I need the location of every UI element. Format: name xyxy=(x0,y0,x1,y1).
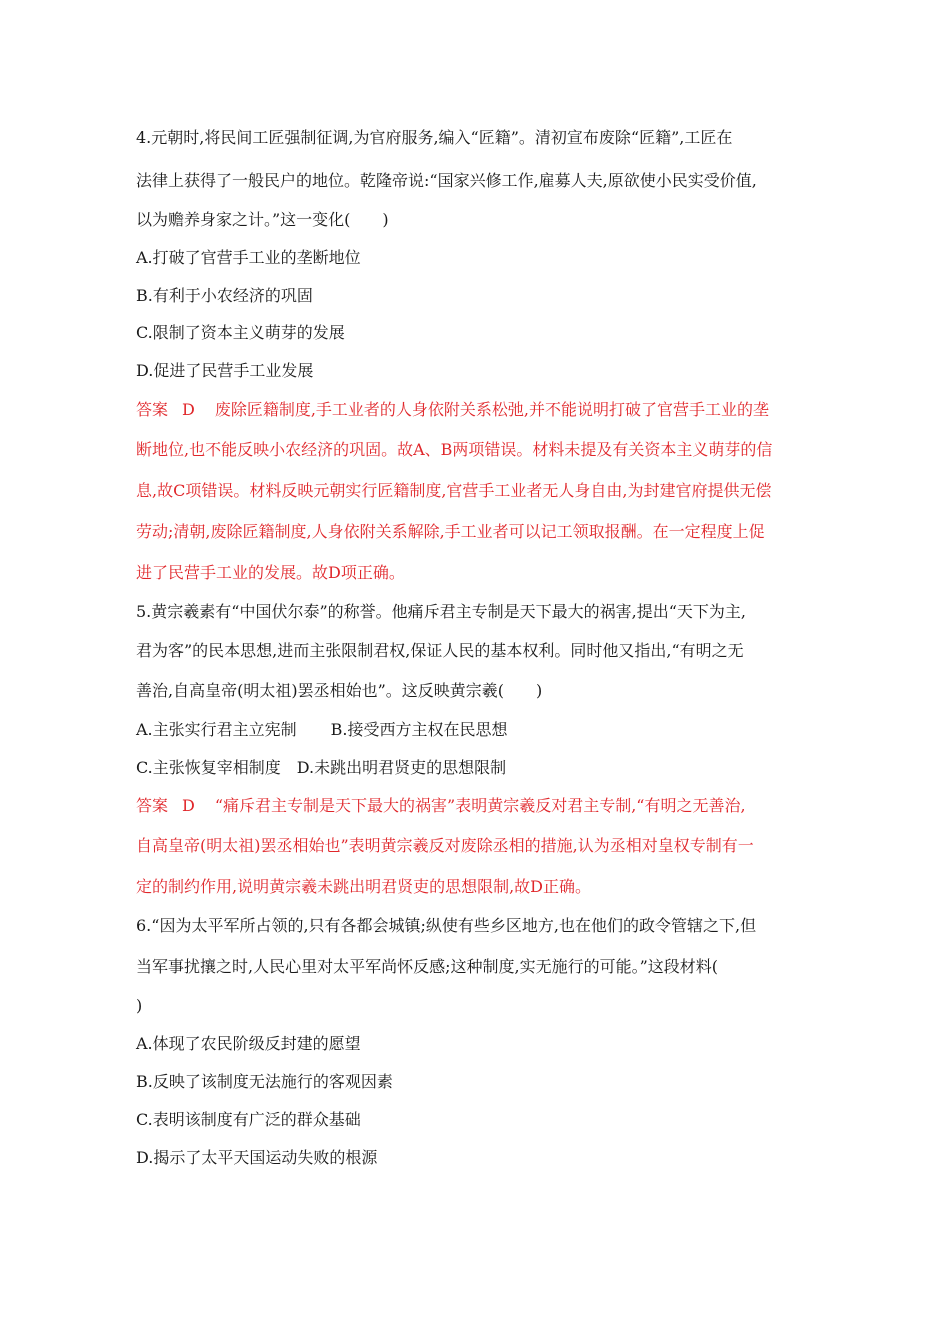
answer-label: 答案 xyxy=(136,400,169,419)
question-4-stem-line-1: 4.元朝时,将民间工匠强制征调,为官府服务,编入“匠籍”。清初宣布废除“匠籍”,工匠在 xyxy=(136,128,733,147)
question-4-answer-line-5: 进了民营手工业的发展。故D项正确。 xyxy=(136,563,405,582)
question-4-option-b: B.有利于小农经济的巩固 xyxy=(136,286,313,305)
answer-key: D xyxy=(182,796,195,815)
question-4-option-c: C.限制了资本主义萌芽的发展 xyxy=(136,323,345,342)
question-6-stem-line-2: 当军事扰攘之时,人民心里对太平军尚怀反感;这种制度,实无施行的可能。”这段材料( xyxy=(136,957,718,976)
answer-key: D xyxy=(182,400,195,419)
question-5-stem-line-3: 善治,自高皇帝(明太祖)罢丞相始也”。这反映黄宗羲( ) xyxy=(136,681,543,700)
question-4-stem-line-2: 法律上获得了一般民户的地位。乾隆帝说:“国家兴修工作,雇募人夫,原欲使小民实受价值, xyxy=(136,171,757,190)
question-4-answer-line-4: 劳动;清朝,废除匠籍制度,人身依附关系解除,手工业者可以记工领取报酬。在一定程度上促 xyxy=(136,522,765,541)
question-6-option-c: C.表明该制度有广泛的群众基础 xyxy=(136,1110,361,1129)
question-5-options-row-2 xyxy=(136,758,506,778)
question-5-option-a: A.主张实行君主立宪制 xyxy=(136,720,297,739)
question-6-option-d: D.揭示了太平天国运动失败的根源 xyxy=(136,1148,378,1167)
answer-explanation-line-1: 废除匠籍制度,手工业者的人身依附关系松弛,并不能说明打破了官营手工业的垄 xyxy=(214,400,770,419)
question-5-options-row-1 xyxy=(136,720,508,740)
answer-explanation-line-1: “痛斥君主专制是天下最大的祸害”表明黄宗羲反对君主专制,“有明之无善治, xyxy=(214,796,746,815)
question-4-option-d: D.促进了民营手工业发展 xyxy=(136,361,314,380)
question-5-option-c: C.主张恢复宰相制度 xyxy=(136,758,281,777)
question-5-stem-line-2: 君为客”的民本思想,进而主张限制君权,保证人民的基本权利。同时他又指出,“有明之无 xyxy=(136,641,744,660)
answer-label: 答案 xyxy=(136,796,169,815)
question-6-stem-line-1: 6.“因为太平军所占领的,只有各都会城镇;纵使有些乡区地方,也在他们的政令管辖之下,但 xyxy=(136,916,757,935)
question-5-option-d: D.未跳出明君贤吏的思想限制 xyxy=(296,758,507,777)
question-5-answer-line-1 xyxy=(136,796,746,816)
question-4-option-a: A.打破了官营手工业的垄断地位 xyxy=(136,248,361,267)
question-5-answer-line-3: 定的制约作用,说明黄宗羲未跳出明君贤吏的思想限制,故D正确。 xyxy=(136,877,592,896)
question-5-answer-line-2: 自高皇帝(明太祖)罢丞相始也”表明黄宗羲反对废除丞相的措施,认为丞相对皇权专制有一 xyxy=(136,836,754,855)
question-4-answer-line-3: 息,故C项错误。材料反映元朝实行匠籍制度,官营手工业者无人身自由,为封建官府提供无偿 xyxy=(136,481,772,500)
question-6-option-a: A.体现了农民阶级反封建的愿望 xyxy=(136,1034,361,1053)
question-5-option-b: B.接受西方主权在民思想 xyxy=(330,720,508,739)
question-6-option-b: B.反映了该制度无法施行的客观因素 xyxy=(136,1072,393,1091)
question-4-answer-line-1 xyxy=(136,400,769,420)
question-5-stem-line-1: 5.黄宗羲素有“中国伏尔泰”的称誉。他痛斥君主专制是天下最大的祸害,提出“天下为主, xyxy=(136,602,746,621)
question-4-stem-line-3: 以为赡养身家之计。”这一变化( ) xyxy=(136,210,389,229)
question-6-stem-line-3: ) xyxy=(136,996,143,1015)
question-4-answer-line-2: 断地位,也不能反映小农经济的巩固。故A、B两项错误。材料未提及有关资本主义萌芽的信 xyxy=(136,440,773,459)
